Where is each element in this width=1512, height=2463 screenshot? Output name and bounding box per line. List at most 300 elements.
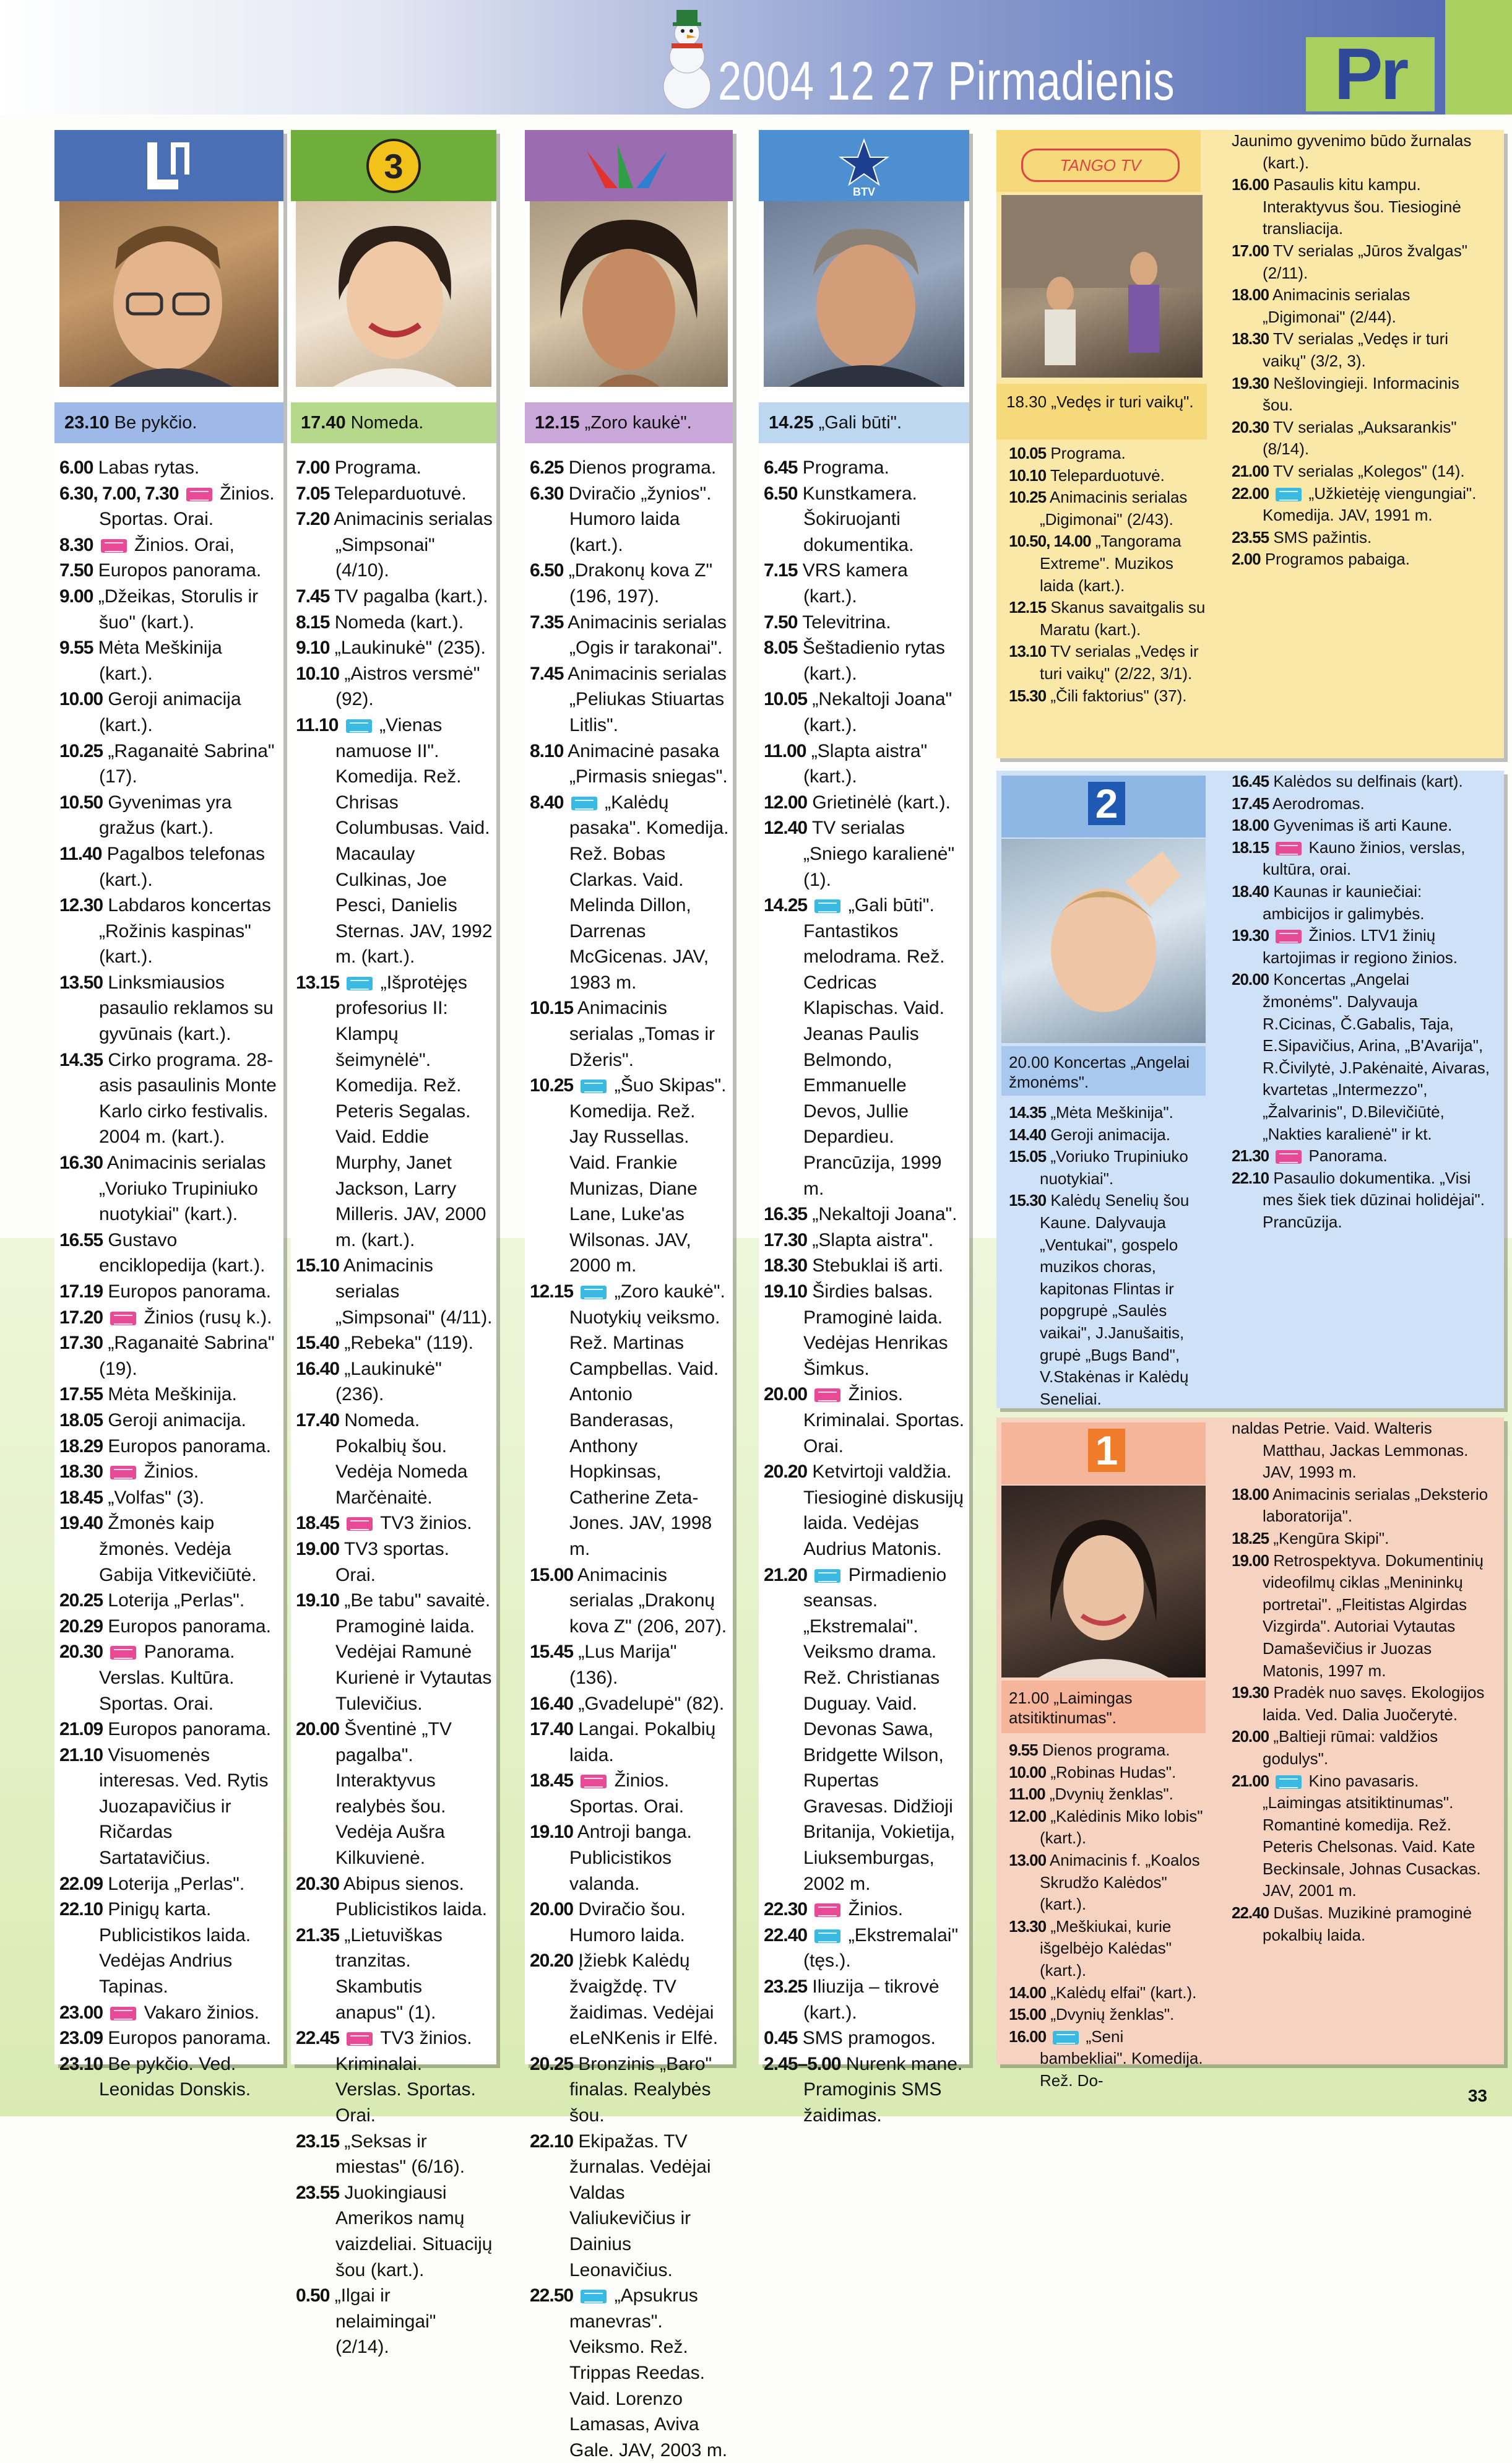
program-entry (764, 1227, 966, 1253)
program-title: Nešlovingieji. Informacinis šou. (1263, 373, 1459, 415)
program-title: Mėta Meškinija. (108, 1384, 237, 1405)
news-badge-icon (581, 1775, 607, 1788)
program-entry (530, 1691, 729, 1717)
program-time: 22.09 (59, 1873, 103, 1894)
channel-panel-tv1 (996, 1418, 1504, 2090)
program-time: 19.10 (530, 1822, 574, 1843)
program-time: 9.10 (296, 638, 330, 659)
program-entry (296, 970, 493, 1253)
channel-header (759, 130, 969, 201)
program-entry (764, 455, 966, 481)
program-title: Aerodromas. (1272, 794, 1365, 813)
program-title: Antroji banga. Publicistikos valanda. (569, 1822, 692, 1894)
program-entry (1009, 1783, 1207, 1806)
program-time: 10.25 (1009, 488, 1047, 507)
program-entry (1232, 837, 1492, 881)
program-entry (530, 1819, 729, 1897)
program-entry (764, 1253, 966, 1279)
program-entry (1009, 1806, 1207, 1850)
program-entry (1009, 487, 1207, 530)
program-time: 7.05 (296, 483, 330, 504)
program-title: TV serialas „Sniego karalienė" (1). (803, 818, 955, 890)
program-entry (764, 790, 966, 816)
program-entry (764, 1201, 966, 1227)
program-time: 18.15 (1232, 838, 1269, 857)
program-time: 21.30 (1232, 1146, 1269, 1166)
svg-text:BTV: BTV (853, 186, 875, 198)
program-photo (530, 201, 728, 387)
program-highlight-caption: 18.30 „Vedęs ir turi vaikų". (996, 384, 1207, 439)
program-title: „Seni bambekliai". Komedija. Rež. Do- (1040, 2027, 1203, 2090)
program-list-left (1009, 1102, 1207, 1410)
program-entry (530, 2051, 729, 2129)
program-entry (59, 1434, 280, 1460)
program-entry (1009, 530, 1207, 597)
program-title: Dviračio šou. Humoro laida. (569, 1899, 686, 1946)
program-entry (59, 790, 280, 841)
program-time: 18.30 (1232, 329, 1269, 348)
program-title: Teleparduotuvė. (1050, 465, 1165, 485)
program-time: 18.45 (530, 1770, 574, 1791)
program-title: Cirko programa. 28-asis pasaulinis Monte Karlo cirko festivalis. 2004 m. (kart.). (99, 1049, 277, 1148)
program-entry (59, 1614, 280, 1640)
program-entry (764, 1382, 966, 1459)
film-badge-icon (1276, 1775, 1302, 1789)
sitcom-scene-icon (1001, 195, 1203, 378)
program-title: Panorama. Verslas. Kultūra. Sportas. Orai. (99, 1642, 235, 1714)
program-entry (1232, 284, 1492, 328)
program-entry (1009, 641, 1207, 685)
program-time: 15.40 (296, 1333, 340, 1354)
program-title: Žinios. Sportas. Orai. (99, 483, 275, 530)
program-title: Loterija „Perlas". (108, 1590, 245, 1611)
program-entry (59, 1382, 280, 1408)
news-badge-icon (814, 1388, 840, 1402)
program-entry (59, 635, 280, 686)
program-title: Animacinis serialas „Simpsonai" (4/11). (335, 1255, 493, 1328)
program-time: 12.15 (1009, 598, 1047, 617)
program-time: 6.30 (530, 483, 564, 504)
program-time: 10.10 (296, 663, 340, 684)
program-entry (1232, 771, 1492, 793)
program-entry (1232, 417, 1492, 461)
program-entry (1232, 1418, 1492, 1484)
news-badge-icon (186, 488, 212, 501)
program-time: 15.00 (1009, 2005, 1047, 2024)
program-title: VRS kamera (kart.). (802, 560, 908, 607)
program-time: 23.55 (296, 2182, 340, 2203)
program-entry (296, 506, 493, 584)
program-title: Stebuklai iš arti. (812, 1255, 944, 1276)
program-title: „Kalėdinis Miko lobis" (kart.). (1040, 1806, 1203, 1848)
program-time: 21.10 (59, 1744, 103, 1765)
program-time: 17.30 (764, 1229, 808, 1250)
program-entry (1009, 2004, 1207, 2026)
actress-photo-icon (1001, 1486, 1206, 1677)
program-time: 23.55 (1232, 527, 1269, 547)
program-entry (1232, 793, 1492, 815)
program-title: „Gvadelupė" (82). (578, 1693, 725, 1714)
program-entry (1232, 1167, 1492, 1234)
program-title: „Drakonų kova Z" (196, 197). (568, 560, 713, 607)
program-title: Įžiebk Kalėdų žvaigždę. TV žaidimas. Vedėjai eLeNKenis ir Elfė. (569, 1950, 719, 2049)
program-title: TV serialas „Jūros žvalgas" (2/11). (1263, 241, 1467, 282)
program-time: 14.00 (1009, 1983, 1047, 2002)
program-entry (296, 1716, 493, 1871)
program-time: 16.45 (1232, 772, 1269, 790)
program-photo (59, 201, 279, 387)
program-time: 22.45 (296, 2028, 340, 2049)
program-title: Šventinė „TV pagalba". Interaktyvus realybės šou. Vedėja Aušra Kilkuvienė. (335, 1719, 452, 1869)
program-entry (59, 1897, 280, 1999)
program-title: Širdies balsas. Pramoginė laida. Vedėjas Henrikas Šimkus. (803, 1281, 948, 1379)
page-number: 33 (1467, 2086, 1487, 2105)
program-entry (296, 2180, 493, 2283)
program-entry (1232, 373, 1492, 417)
program-time: 19.10 (764, 1281, 808, 1302)
program-entry (764, 2051, 966, 2129)
program-title: Pinigų karta. Publicistikos laida. Vedėjas Andrius Tapinas. (99, 1899, 251, 1998)
program-title: Panorama. (1308, 1146, 1388, 1166)
program-entry (764, 635, 966, 686)
program-list-right (1232, 1418, 1492, 1946)
program-entry (764, 481, 966, 558)
program-entry (530, 1279, 729, 1562)
program-title: Animacinis serialas „Simpsonai" (4/10). (334, 509, 493, 581)
program-time: 17.20 (59, 1307, 103, 1328)
program-entry (296, 1923, 493, 2025)
program-entry (764, 1897, 966, 1923)
program-title: „Gali būti". Fantastikos melodrama. Rež. Cedricas Klapischas. Vaid. Jeanas Paulis Belmondo, Emmanuelle Devos, Jullie Depardieu. Prancūzija, 1999 m. (803, 895, 945, 1199)
program-time: 20.25 (530, 2053, 574, 2074)
program-entry (1009, 685, 1207, 708)
program-title: Geroji animacija (kart.). (99, 689, 241, 735)
news-badge-icon (814, 1903, 840, 1917)
program-entry (530, 1639, 729, 1690)
program-time: 9.55 (1009, 1741, 1038, 1759)
program-time: 20.29 (59, 1616, 103, 1637)
program-time: 15.10 (296, 1255, 340, 1276)
program-time: 22.10 (59, 1899, 103, 1920)
program-entry (59, 841, 280, 893)
news-badge-icon (347, 1517, 373, 1531)
program-title: Žinios. (848, 1899, 904, 1920)
film-badge-icon (581, 1080, 607, 1093)
program-time: 16.40 (530, 1693, 574, 1714)
program-title: Animacinė pasaka „Pirmasis sniegas". (568, 740, 728, 787)
channel-column-btv (759, 130, 969, 2126)
program-list-right (1232, 130, 1492, 571)
program-title: Loterija „Perlas". (108, 1873, 245, 1894)
program-time: 11.00 (764, 740, 806, 761)
program-photo (1001, 195, 1203, 378)
film-badge-icon (814, 1569, 840, 1583)
program-entry (530, 995, 729, 1073)
program-title: Animacinis serialas „Drakonų kova Z" (206, 207). (569, 1564, 727, 1637)
news-badge-icon (110, 1646, 136, 1660)
program-time: 20.00 (1232, 970, 1269, 989)
program-time: 7.45 (530, 663, 564, 684)
film-badge-icon (581, 1286, 607, 1299)
program-highlight-caption: 12.15 „Zoro kaukė". (525, 402, 733, 443)
program-time: 10.10 (1009, 465, 1047, 485)
program-title: „Zoro kaukė". Nuotykių veiksmo. Rež. Martinas Campbellas. Vaid. Antonio Banderasas, Anthony Hopkinsas, Catherine Zeta-Jones. JAV, 1998 m. (569, 1281, 725, 1559)
program-title: „Vienas namuose II". Komedija. Rež. Chrisas Columbusas. Vaid. Macaulay Culkinas, Joe Pesci, Danielis Sternas. JAV, 1992 m. (kart.). (335, 714, 493, 967)
program-entry (59, 1047, 280, 1150)
program-time: 8.15 (296, 612, 330, 633)
program-time: 10.25 (59, 740, 103, 761)
program-entry (1232, 1145, 1492, 1167)
program-title: Gyvenimas iš arti Kaune. (1273, 816, 1453, 835)
program-time: 17.00 (1232, 241, 1269, 260)
program-title: Kalėdų Senelių šou Kaune. Dalyvauja „Ventukai", gospelo muzikos choras, kapitonas Flintas ir popgrupė „Saulės vaikai", J.Janušaitis, grupė „Bugs Band", V.Stakėnas ir Kalėdų Seneliai. (1040, 1191, 1190, 1408)
program-entry (59, 738, 280, 790)
program-title: „Raganaitė Sabrina" (19). (99, 1333, 275, 1379)
program-entry (764, 686, 966, 738)
film-badge-icon (1276, 488, 1302, 501)
program-time: 7.50 (764, 612, 798, 633)
program-title: „Raganaitė Sabrina" (17). (99, 740, 275, 787)
program-time: 10.50, 14.00 (1009, 532, 1091, 551)
program-entry (1232, 1770, 1492, 1903)
program-title: „Lietuviškas tranzitas. Skambutis anapus" (1). (335, 1924, 443, 2023)
program-title: Skanus savaitgalis su Maratu (kart.). (1040, 598, 1206, 639)
program-title: „Apsukrus manevras". Veiksmo. Rež. Trippas Reedas. Vaid. Lorenzo Lamasas, Aviva Gale. JAV, 2003 m. (569, 2285, 728, 2461)
channel-panel-tango (996, 130, 1504, 758)
program-time: 14.40 (1009, 1125, 1047, 1144)
program-entry (1232, 461, 1492, 483)
program-title: Nomeda. Pokalbių šou. Vedėja Nomeda Marčėnaitė. (335, 1409, 468, 1508)
program-title: „Ilgai ir nelaimingai" (2/14). (334, 2285, 436, 2358)
program-time: 19.00 (296, 1538, 340, 1559)
program-time: 18.30 (59, 1461, 103, 1483)
program-title: Animacinis serialas „Tomas ir Džeris". (569, 998, 715, 1070)
program-entry (1009, 465, 1207, 487)
program-title: TV serialas „Vedęs ir turi vaikų" (2/22, 3/1). (1040, 642, 1199, 683)
program-entry (59, 1330, 280, 1382)
program-time: 16.35 (764, 1204, 808, 1225)
program-entry (530, 1768, 729, 1819)
program-entry (530, 1948, 729, 2051)
program-title: Dušas. Muzikinė pramoginė pokalbių laida. (1263, 1903, 1472, 1944)
program-title: Pasaulis kitu kampu. Interaktyvus šou. Tiesioginė transliacija. (1263, 175, 1461, 238)
program-entry (59, 1305, 280, 1331)
program-time: 22.10 (1232, 1168, 1269, 1187)
program-title: Europos panorama. (98, 560, 262, 581)
program-title: Nurenk mane. Pramoginis SMS žaidimas. (803, 2053, 963, 2126)
program-time: 23.09 (59, 2028, 103, 2049)
program-time: 14.35 (1009, 1103, 1047, 1122)
program-title: Žinios. Kriminalai. Sportas. Orai. (803, 1384, 965, 1457)
program-entry (1009, 1102, 1207, 1124)
program-entry (1232, 240, 1492, 284)
program-time: 12.00 (764, 792, 808, 813)
program-time: 13.15 (296, 972, 340, 993)
header-green-edge (1445, 0, 1512, 115)
host-photo-icon (296, 201, 491, 387)
program-entry (530, 2129, 729, 2283)
program-title: TV3 sportas. Orai. (335, 1538, 449, 1585)
program-entry (59, 1485, 280, 1511)
program-time: 10.05 (764, 689, 808, 710)
news-badge-icon (110, 1466, 136, 1479)
news-badge-icon (110, 2007, 136, 2020)
program-time: 16.55 (59, 1229, 103, 1250)
program-entry (764, 1562, 966, 1897)
program-list (59, 455, 280, 2103)
channel-header (525, 130, 733, 201)
program-title: Visuomenės interesas. Ved. Rytis Juozapavičius ir Ričardas Sartatavičius. (99, 1744, 269, 1869)
program-time: 7.45 (296, 586, 330, 607)
svg-text:3: 3 (384, 147, 404, 186)
program-entry (1009, 1916, 1207, 1982)
program-title: Labas rytas. (98, 457, 200, 478)
program-title: Žinios (rusų k.). (144, 1307, 272, 1328)
program-title: „Džeikas, Storulis ir šuo" (kart.). (98, 586, 259, 633)
program-title: „Lus Marija" (136). (569, 1642, 677, 1688)
program-time: 11.40 (59, 843, 102, 864)
program-time: 15.30 (1009, 686, 1047, 705)
program-time: 21.00 (1232, 1771, 1269, 1790)
program-title: Bronzinis „Baro" finalas. Realybės šou. (569, 2053, 712, 2126)
program-entry (764, 1923, 966, 1974)
ltv2-logo: 2 (1088, 782, 1125, 825)
program-time: 9.00 (59, 586, 93, 607)
program-time: 14.25 (764, 895, 808, 916)
program-entry (296, 584, 493, 610)
program-entry (530, 1073, 729, 1279)
program-time: 18.00 (1232, 285, 1269, 305)
program-time: 17.45 (1232, 794, 1269, 813)
program-time: 17.40 (530, 1719, 574, 1740)
program-title: Kino pavasaris. „Laimingas atsitiktinumas". Romantinė komedija. Rež. Peteris Chelsonas. Vaid. Kate Beckinsale, Johnas Cusackas. JAV, 2001 m. (1263, 1771, 1481, 1900)
lnk-logo-icon (581, 139, 673, 194)
program-title: Pasaulio dokumentika. „Visi mes šiek tiek dūzinai holidėjai". Prancūzija. (1263, 1168, 1485, 1231)
program-highlight-caption: 17.40 Nomeda. (291, 402, 496, 443)
program-entry (1009, 1739, 1207, 1762)
program-entry (530, 790, 729, 996)
program-title: Šeštadienio rytas (kart.). (802, 638, 945, 684)
program-time: 20.00 (530, 1899, 574, 1920)
film-badge-icon (347, 977, 373, 990)
program-time: 18.30 (764, 1255, 808, 1276)
program-time: 19.10 (296, 1590, 340, 1611)
presenter-photo-icon (59, 201, 279, 387)
film-badge-icon (1053, 2031, 1079, 2045)
program-entry (296, 661, 493, 712)
program-title: naldas Petrie. Vaid. Walteris Matthau, Jackas Lemmonas. JAV, 1993 m. (1232, 1419, 1469, 1482)
program-title: Nomeda (kart.). (334, 612, 464, 633)
program-entry (1232, 1528, 1492, 1550)
news-badge-icon (110, 1312, 136, 1325)
program-entry (296, 1510, 493, 1536)
program-title: „Slapta aistra" (kart.). (803, 740, 928, 787)
program-entry (296, 635, 493, 661)
program-time: 12.40 (764, 818, 808, 839)
program-title: Dienos programa. (568, 457, 717, 478)
program-list-left (1009, 443, 1207, 707)
program-entry (1232, 881, 1492, 925)
program-title: Animacinis serialas „Ogis ir tarakonai". (568, 612, 727, 659)
program-time: 20.00 (764, 1384, 808, 1405)
program-time: 20.20 (764, 1461, 808, 1483)
tango-logo: TANGO TV (1021, 149, 1180, 182)
program-time: 16.00 (1232, 175, 1269, 194)
program-title: Kunstkamera. Šokiruojanti dokumentika. (802, 483, 917, 555)
program-title: Žinios. (144, 1461, 199, 1483)
channel-column-ltv (54, 130, 283, 2100)
program-entry (59, 1510, 280, 1588)
program-entry (59, 1742, 280, 1871)
program-highlight-caption: 21.00 „Laimingas atsitiktinumas". (1001, 1681, 1206, 1733)
program-title: Žmonės kaip žmonės. Vedėja Gabija Vitkevičiūtė. (99, 1513, 257, 1585)
program-time: 0.45 (764, 2028, 798, 2049)
program-entry (1009, 1762, 1207, 1784)
program-time: 23.10 (59, 2053, 103, 2074)
program-entry (1009, 1190, 1207, 1410)
program-title: „Volfas" (3). (108, 1487, 205, 1508)
program-photo (296, 201, 491, 387)
program-time: 20.30 (59, 1642, 103, 1663)
program-title: TV serialas „Vedęs ir turi vaikų" (3/2, 3). (1263, 329, 1449, 370)
program-entry (1009, 443, 1207, 465)
program-time: 22.10 (530, 2131, 574, 2152)
program-entry (764, 1459, 966, 1562)
program-entry (1232, 815, 1492, 837)
program-entry (1232, 969, 1492, 1145)
program-title: Ekipažas. TV žurnalas. Vedėjai Valdas Valiukevičius ir Dainius Leonavičius. (569, 2131, 711, 2280)
program-time: 12.15 (530, 1281, 574, 1302)
program-time: 2.45–5.00 (764, 2053, 841, 2074)
program-title: „Ekstremalai" (tęs.). (803, 1924, 959, 1972)
program-title: TV3 žinios. (380, 1513, 472, 1534)
program-time: 11.10 (296, 714, 339, 735)
program-time: 13.10 (1009, 642, 1047, 661)
program-time: 13.00 (1009, 1850, 1047, 1869)
program-title: Animacinis serialas „Peliukas Stiuartas Litlis". (568, 663, 727, 735)
program-time: 13.30 (1009, 1916, 1047, 1936)
program-time: 8.30 (59, 534, 93, 555)
program-photo (764, 201, 964, 387)
program-time: 10.05 (1009, 444, 1047, 462)
program-entry (764, 1974, 966, 2025)
program-title: „Voriuko Trupiniuko nuotykiai". (1040, 1147, 1188, 1188)
program-time: 17.40 (296, 1409, 340, 1431)
program-time: 6.30, 7.00, 7.30 (59, 483, 179, 504)
day-abbreviation-badge: Pr (1306, 37, 1435, 111)
program-entry (59, 970, 280, 1047)
program-entry (59, 1588, 280, 1614)
btv-logo-icon (833, 135, 895, 197)
program-title: Teleparduotuvė. (334, 483, 467, 504)
program-entry (296, 2129, 493, 2180)
program-entry (530, 455, 729, 481)
program-entry (764, 815, 966, 893)
program-title: Pradėk nuo savęs. Ekologijos laida. Ved. Dalia Juočerytė. (1263, 1683, 1485, 1724)
program-title: „Čili faktorius" (37). (1050, 686, 1187, 705)
program-title: „Rebeka" (119). (344, 1333, 473, 1354)
program-entry (59, 1408, 280, 1434)
film-badge-icon (814, 899, 840, 913)
program-entry (59, 584, 280, 635)
program-title: „Dvynių ženklas". (1049, 1785, 1173, 1804)
program-time: 0.50 (296, 2285, 330, 2306)
program-title: Animacinis serialas „Digimonai" (2/43). (1040, 488, 1188, 529)
program-time: 18.25 (1232, 1528, 1269, 1547)
program-time: 14.35 (59, 1049, 103, 1070)
program-title: „Užkietėję viengungiai". Komedija. JAV, 1991 m. (1263, 483, 1477, 525)
program-title: TV serialas „Kolegos" (14). (1272, 461, 1465, 480)
